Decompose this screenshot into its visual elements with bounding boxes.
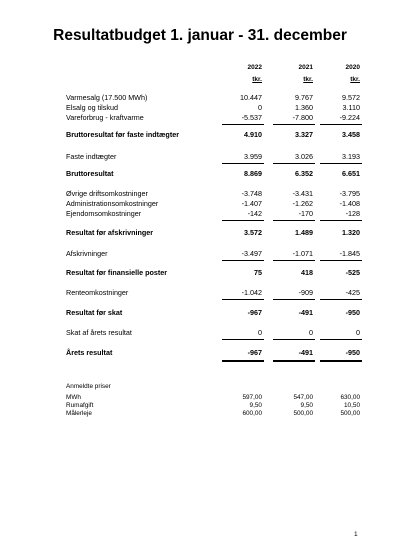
value-2022: 0 [258,103,262,112]
price-2022: 9,50 [249,402,262,409]
value-2022: -1.407 [241,199,262,208]
subtotal-line-2021 [273,299,315,300]
row-elsalg [66,103,360,113]
value-2020: 0 [356,328,360,337]
unit-header-2021: tkr. [303,76,313,83]
row-label: Resultat før afskrivninger [66,228,154,237]
row-label: Administrationsomkostninger [66,199,159,208]
value-2022: 75 [254,268,262,277]
row-oevrige-drift [66,189,360,199]
value-2020: -128 [345,209,360,218]
value-2021: 1.360 [295,103,313,112]
year-header-2021: 2021 [298,64,313,71]
row-ejendom [66,209,360,219]
row-bruttoresultat [66,169,360,179]
row-label: Skat af årets resultat [66,328,132,337]
price-2021: 547,00 [293,394,313,401]
row-label: Elsalg og tilskud [66,103,118,112]
prices-heading-label: Anmeldte priser [66,383,111,390]
value-2021: -491 [298,308,313,317]
price-2020: 630,00 [340,394,360,401]
value-2020: -1.845 [339,249,360,258]
row-label: Vareforbrug - kraftvarme [66,113,144,122]
row-label: Afskrivninger [66,249,108,258]
row-administration [66,199,360,209]
price-row-maalerleje [66,410,360,418]
value-2020: -3.795 [339,189,360,198]
value-2022: -967 [247,348,262,357]
price-2020: 500,00 [340,410,360,417]
subtotal-line-2021 [273,220,315,221]
value-2021: 418 [301,268,313,277]
value-2022: -3.497 [241,249,262,258]
row-label: Bruttoresultat [66,169,114,178]
row-resultat-foer-finansielle [66,268,360,278]
subtotal-line-2021 [273,339,315,340]
total-double-line-2020 [320,360,362,363]
value-2022: 4.910 [244,130,262,139]
subtotal-line-2022 [222,299,264,300]
row-resultat-foer-afskrivninger [66,228,360,238]
subtotal-line-2022 [222,124,264,125]
row-resultat-foer-skat [66,308,360,318]
value-2021: -7.800 [292,113,313,122]
value-2020: -9.224 [339,113,360,122]
row-vareforbrug [66,113,360,123]
value-2020: -425 [345,288,360,297]
row-label: Renteomkostninger [66,288,129,297]
unit-header-2020: tkr. [350,76,360,83]
subtotal-line-2022 [222,260,264,261]
subtotal-line-2021 [273,124,315,125]
total-double-line-2021 [273,360,315,363]
value-2021: 3.327 [295,130,313,139]
price-row-mwh [66,394,360,402]
value-2022: 10.447 [240,93,262,102]
value-2022: -5.537 [241,113,262,122]
year-header-2020: 2020 [345,64,360,71]
row-label: Årets resultat [66,348,113,357]
price-label: MWh [66,394,81,401]
row-label: Resultat før finansielle poster [66,268,168,277]
subtotal-line-2020 [320,339,362,340]
total-double-line-2022 [222,360,264,363]
value-2022: 0 [258,328,262,337]
unit-header-2022: tkr. [252,76,262,83]
value-2022: -3.748 [241,189,262,198]
subtotal-line-2020 [320,163,362,164]
row-label: Resultat før skat [66,308,123,317]
value-2021: 1.489 [295,228,313,237]
value-2020: 6.651 [342,169,360,178]
page-number: 1 [354,531,358,538]
value-2021: 6.352 [295,169,313,178]
value-2022: 3.959 [244,152,262,161]
value-2021: -170 [298,209,313,218]
row-skat [66,328,360,338]
row-label: Bruttoresultat før faste indtægter [66,130,180,139]
value-2021: -491 [298,348,313,357]
value-2021: 3.026 [295,152,313,161]
value-2020: -1.408 [339,199,360,208]
price-2021: 9,50 [300,402,313,409]
price-2022: 597,00 [242,394,262,401]
value-2020: -950 [345,308,360,317]
value-2020: 3.193 [342,152,360,161]
row-afskrivninger [66,249,360,259]
price-2021: 500,00 [293,410,313,417]
value-2020: 3.458 [342,130,360,139]
subtotal-line-2020 [320,220,362,221]
row-varmesalg [66,93,360,103]
subtotal-line-2021 [273,260,315,261]
value-2021: -1.071 [292,249,313,258]
value-2022: -1.042 [241,288,262,297]
page-title: Resultatbudget 1. januar - 31. december [53,27,347,44]
value-2021: -3.431 [292,189,313,198]
value-2022: 3.572 [244,228,262,237]
value-2020: -525 [345,268,360,277]
value-2020: 3.110 [342,103,360,112]
value-2021: -1.262 [292,199,313,208]
subtotal-line-2020 [320,299,362,300]
value-2022: 8.869 [244,169,262,178]
value-2021: 9.767 [295,93,313,102]
subtotal-line-2020 [320,260,362,261]
subtotal-line-2022 [222,339,264,340]
row-renteomkostninger [66,288,360,298]
subtotal-line-2022 [222,220,264,221]
row-aarets-resultat [66,348,360,358]
subtotal-line-2022 [222,163,264,164]
value-2022: -142 [247,209,262,218]
row-bruttoresultat-foer-faste [66,130,360,140]
row-label: Varmesalg (17.500 MWh) [66,93,148,102]
value-2020: 9.572 [342,93,360,102]
row-label: Ejendomsomkostninger [66,209,142,218]
prices-heading [66,383,360,391]
price-2022: 600,00 [242,410,262,417]
year-header-2022: 2022 [247,64,262,71]
row-label: Faste indtægter [66,152,117,161]
row-label: Øvrige driftsomkostninger [66,189,148,198]
value-2021: 0 [309,328,313,337]
value-2020: -950 [345,348,360,357]
value-2022: -967 [247,308,262,317]
price-row-rumafgift [66,402,360,410]
row-faste-indtaegter [66,152,360,162]
price-label: Rumafgift [66,402,94,409]
subtotal-line-2020 [320,124,362,125]
value-2020: 1.320 [342,228,360,237]
value-2021: -909 [298,288,313,297]
subtotal-line-2021 [273,163,315,164]
price-label: Målerleje [66,410,92,417]
price-2020: 10,50 [344,402,360,409]
